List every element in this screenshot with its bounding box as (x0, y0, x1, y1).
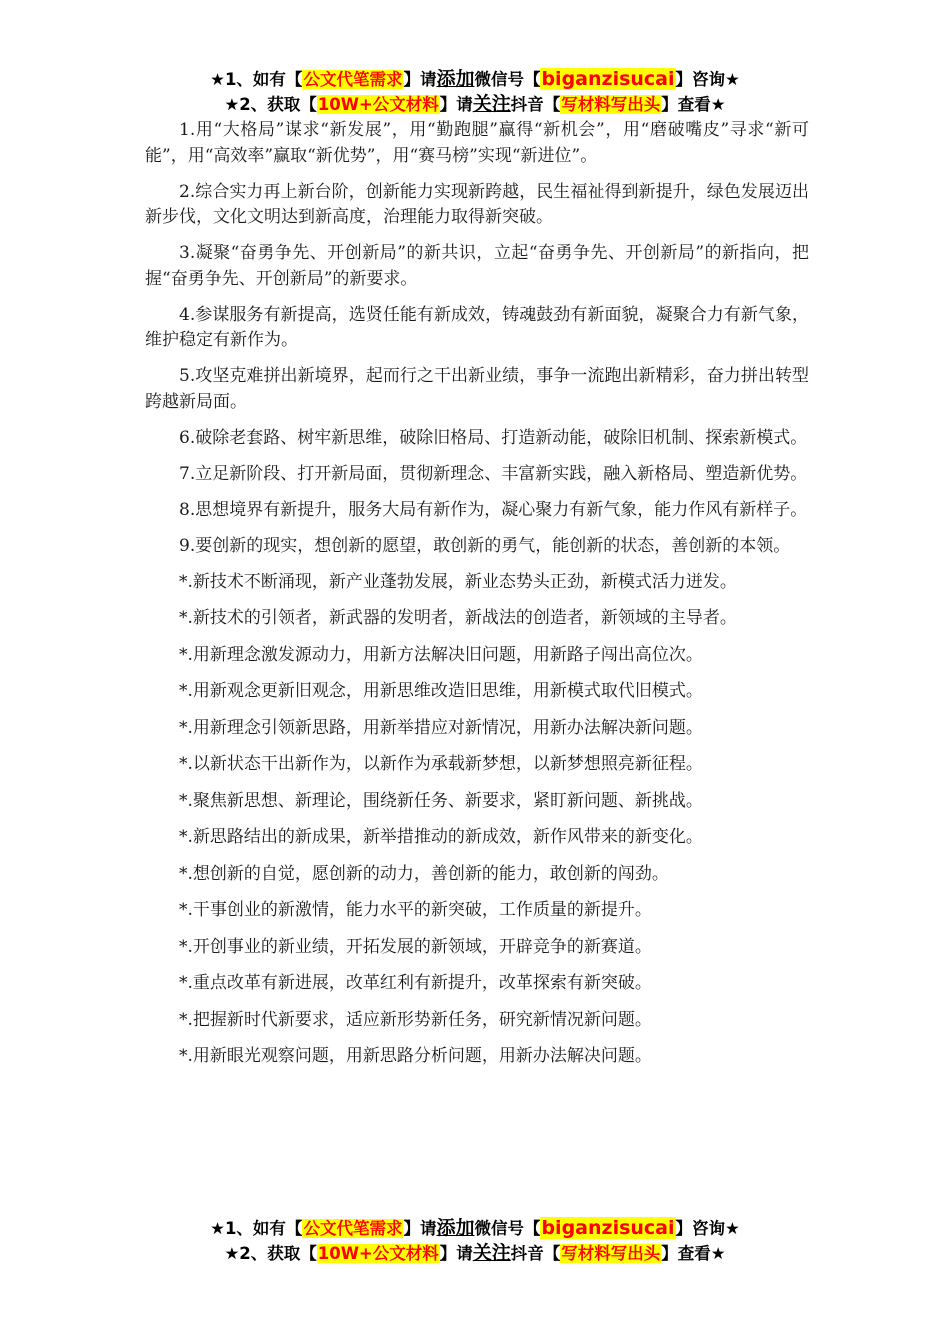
star-item: *.把握新时代新要求，适应新形势新任务，研究新情况新问题。 (179, 1009, 652, 1030)
promo-text: 微信号【 (474, 1219, 541, 1238)
emphasis-add: 添加 (436, 68, 475, 90)
promo-text: 抖音【 (510, 95, 561, 114)
numbered-paragraph: 3.凝聚“奋勇争先、开创新局”的新共识，立起“奋勇争先、开创新局”的新指向，把握“奋勇争先、开创新局”的新要求。 (145, 243, 809, 289)
star-icon: ★ (210, 1219, 225, 1238)
document-body (145, 118, 809, 1081)
star-icon: ★ (224, 95, 240, 114)
promo-text: 2、获取【 (239, 95, 317, 114)
promo-text: 1、如有【 (224, 70, 303, 89)
highlight-materials: 10W+公文材料 (317, 1244, 439, 1263)
star-item: *.新思路结出的新成果，新举措推动的新成效，新作风带来的新变化。 (179, 827, 703, 847)
promo-text: 】请 (439, 1244, 473, 1263)
star-item: *.用新眼光观察问题，用新思路分析问题，用新办法解决问题。 (179, 1046, 652, 1066)
promo-text: 2、获取【 (239, 1244, 317, 1263)
star-item: *.以新状态干出新作为，以新作为承载新梦想，以新梦想照亮新征程。 (179, 754, 703, 774)
numbered-paragraph: 7.立足新阶段、打开新局面，贯彻新理念、丰富新实践，融入新格局、塑造新优势。 (179, 463, 808, 484)
numbered-paragraph: 2.综合实力再上新台阶，创新能力实现新跨越，民生福祉得到新提升，绿色发展迈出新步伐，文化文明达到新高度，治理能力取得新突破。 (145, 181, 809, 227)
emphasis-follow: 关注 (472, 1242, 511, 1264)
star-item: *.新技术的引领者，新武器的发明者，新战法的创造者，新领域的主导者。 (179, 608, 737, 628)
highlight-wechat-id: biganzisucai (541, 68, 675, 90)
numbered-paragraph: 8.思想境界有新提升，服务大局有新作为，凝心聚力有新气象，能力作风有新样子。 (179, 499, 808, 520)
highlight-douyin: 写材料写出头 (561, 95, 661, 114)
promo-banner-bottom (0, 1216, 950, 1266)
promo-text: 】请 (439, 95, 473, 114)
star-item: *.用新理念激发源动力，用新方法解决旧问题，用新路子闯出高位次。 (179, 644, 703, 665)
star-item: *.开创事业的新业绩，开拓发展的新领域，开辟竞争的新赛道。 (179, 936, 652, 957)
star-item: *.新技术不断涌现，新产业蓬勃发展，新业态势头正劲，新模式活力迸发。 (179, 571, 737, 592)
promo-line-2 (0, 92, 950, 117)
highlight-service: 公文代笔需求 (303, 1219, 403, 1238)
star-item: *.想创新的自觉，愿创新的动力，善创新的能力，敢创新的闯劲。 (179, 863, 669, 884)
star-item: *.用新观念更新旧观念，用新思维改造旧思维，用新模式取代旧模式。 (179, 681, 703, 701)
numbered-paragraph: 6.破除老套路、树牢新思维，破除旧格局、打造新动能，破除旧机制、探索新模式。 (179, 427, 808, 448)
emphasis-add: 添加 (436, 1217, 475, 1239)
star-item: *.聚焦新思想、新理论，围绕新任务、新要求，紧盯新问题、新挑战。 (179, 790, 703, 811)
promo-banner-top (0, 67, 950, 117)
promo-line-2 (0, 1241, 950, 1266)
star-item: *.用新理念引领新思路，用新举措应对新情况，用新办法解决新问题。 (179, 717, 703, 738)
promo-text: 】咨询★ (675, 70, 740, 89)
numbered-paragraph: 9.要创新的现实，想创新的愿望，敢创新的勇气，能创新的状态，善创新的本领。 (179, 535, 791, 556)
promo-text: 1、如有【 (224, 1219, 303, 1238)
promo-text: 抖音【 (510, 1244, 561, 1263)
promo-text: 】请 (403, 70, 437, 89)
star-item: *.干事创业的新激情，能力水平的新突破，工作质量的新提升。 (179, 900, 652, 920)
highlight-douyin: 写材料写出头 (561, 1244, 661, 1263)
promo-line-1 (0, 67, 950, 92)
promo-text: 】咨询★ (675, 1219, 740, 1238)
promo-text: 】请 (403, 1219, 437, 1238)
numbered-paragraph: 4.参谋服务有新提高，选贤任能有新成效，铸魂鼓劲有新面貌，凝聚合力有新气象，维护稳定有新作为。 (145, 304, 809, 350)
highlight-wechat-id: biganzisucai (541, 1217, 675, 1239)
highlight-service: 公文代笔需求 (303, 70, 403, 89)
numbered-paragraph: 5.攻坚克难拼出新境界，起而行之干出新业绩，事争一流跑出新精彩，奋力拼出转型跨越新局面。 (145, 366, 809, 412)
highlight-materials: 10W+公文材料 (317, 95, 439, 114)
numbered-paragraph: 1.用“大格局”谋求“新发展”，用“勤跑腿”赢得“新机会”，用“磨破嘴皮”寻求“新可能”，用“高效率”赢取“新优势”，用“赛马榜”实现“新进位”。 (145, 120, 809, 166)
star-icon: ★ (224, 1244, 240, 1263)
star-item: *.重点改革有新进展，改革红利有新提升，改革探索有新突破。 (179, 973, 652, 993)
star-icon: ★ (210, 70, 225, 89)
emphasis-follow: 关注 (472, 93, 511, 115)
promo-text: 】查看★ (661, 1244, 726, 1263)
promo-line-1 (0, 1216, 950, 1241)
promo-text: 微信号【 (474, 70, 541, 89)
promo-text: 】查看★ (661, 95, 726, 114)
